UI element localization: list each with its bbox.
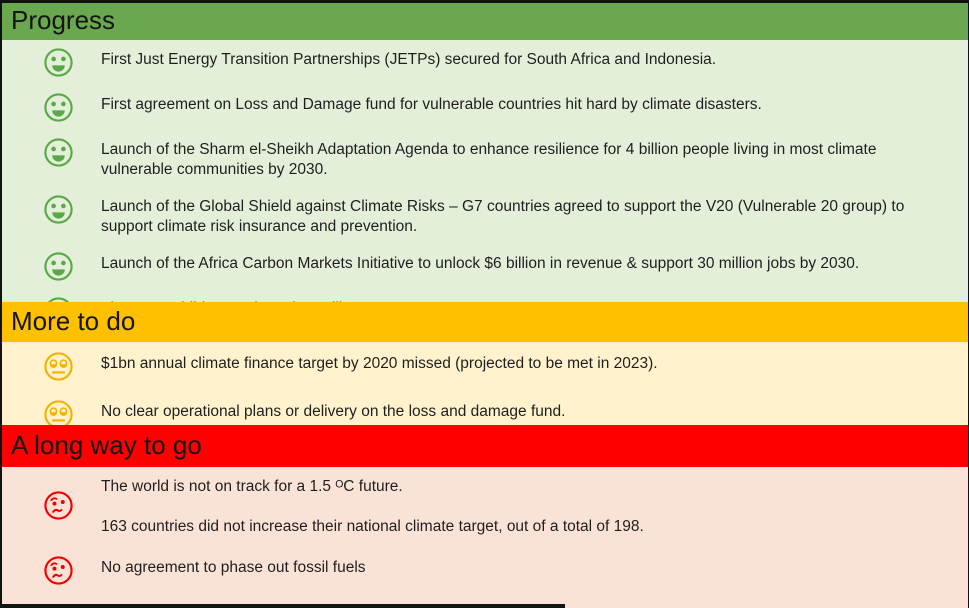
item-line: No agreement to phase out fossil fuels — [101, 559, 366, 576]
section-header-progress — [2, 3, 968, 40]
item-text — [101, 402, 565, 422]
item-text — [101, 254, 859, 274]
list-item — [2, 354, 968, 382]
item-line: $1bn annual climate finance target by 2020 missed (projected to be met in 2023). — [101, 355, 658, 372]
happy-face-icon — [43, 251, 74, 282]
item-text — [101, 95, 762, 115]
sad-face-icon — [43, 490, 74, 521]
section-title: A long way to go — [11, 429, 202, 460]
happy-face-icon — [43, 47, 74, 78]
item-text — [101, 197, 946, 237]
item-text — [101, 558, 366, 578]
section-title: Progress — [11, 5, 116, 35]
section-header-more-to-do — [2, 302, 968, 342]
happy-face-icon — [43, 92, 74, 123]
section-header-long-way-to-go — [2, 425, 968, 467]
list-item — [2, 197, 968, 237]
item-line: Launch of the Africa Carbon Markets Initiative to unlock $6 billion in revenue & support 30 million jobs by 2030. — [101, 255, 860, 272]
section-body-more-to-do — [2, 342, 968, 430]
item-line: The world is not on track for a 1.5 ᴼC future. — [101, 478, 403, 495]
bottom-border-strip — [0, 604, 565, 608]
item-line: Launch of the Global Shield against Climate Risks – G7 countries agreed to support the V20 (Vulnerable 20 group) to support climate risk insurance and prevention. — [101, 198, 905, 235]
section-more-to-do — [2, 302, 968, 425]
item-line: Launch of the Sharm el-Sheikh Adaptation Agenda to enhance resilience for 4 billion people living in most climate vulnerable communities by 2030. — [101, 141, 877, 178]
section-progress — [2, 3, 968, 302]
list-item — [2, 558, 968, 586]
happy-face-icon — [43, 194, 74, 225]
content-canvas — [2, 3, 968, 608]
list-item — [2, 477, 968, 537]
item-text — [101, 140, 946, 180]
item-text — [101, 477, 644, 537]
section-title: More to do — [11, 305, 136, 336]
item-line: First Just Energy Transition Partnerships (JETPs) secured for South Africa and Indonesia. — [101, 51, 717, 68]
item-line: No clear operational plans or delivery on the loss and damage fund. — [101, 403, 566, 420]
item-text — [101, 354, 658, 374]
list-item — [2, 254, 968, 282]
list-item — [2, 95, 968, 123]
sad-face-icon — [43, 555, 74, 586]
neutral-face-icon — [43, 351, 74, 382]
section-body-progress — [2, 40, 968, 337]
list-item — [2, 50, 968, 78]
happy-face-icon — [43, 137, 74, 168]
item-line: First agreement on Loss and Damage fund for vulnerable countries hit hard by climate disasters. — [101, 96, 762, 113]
section-long-way-to-go — [2, 425, 968, 608]
item-text — [101, 50, 716, 70]
list-item — [2, 140, 968, 180]
section-body-long-way-to-go — [2, 467, 968, 608]
item-line: 163 countries did not increase their national climate target, out of a total of 198. — [101, 518, 644, 535]
